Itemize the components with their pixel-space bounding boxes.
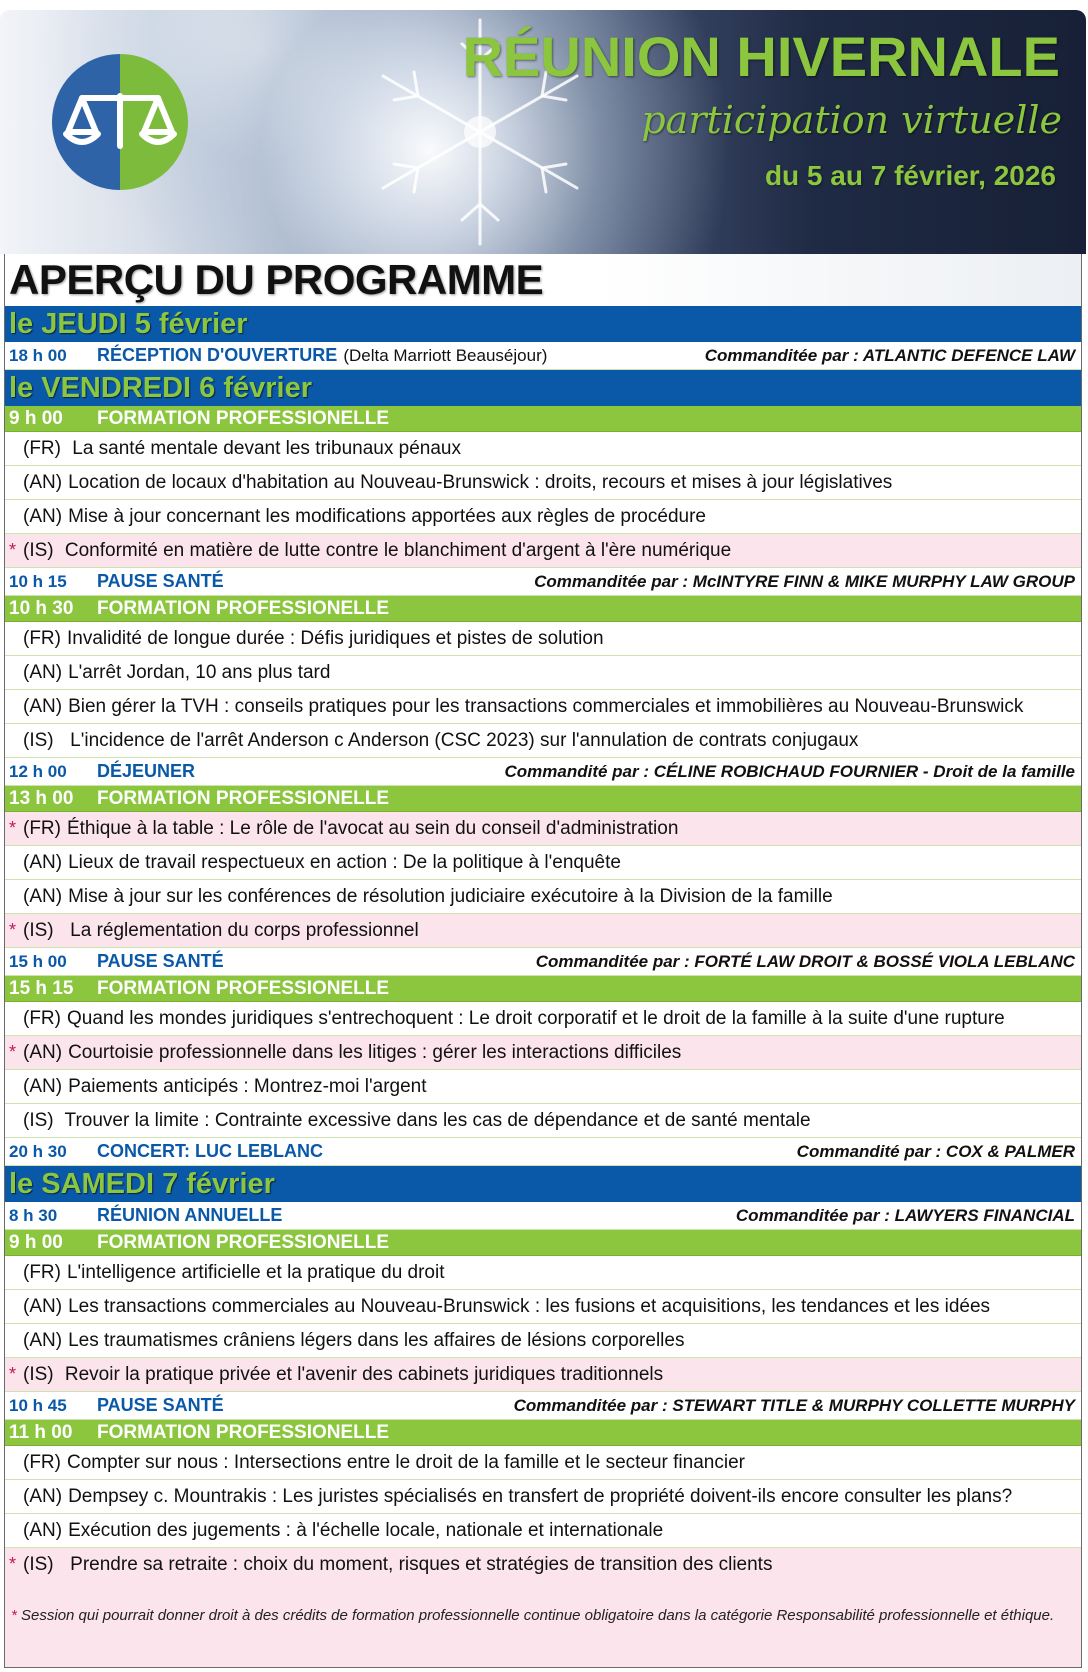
event-row	[5, 342, 1081, 370]
session-title: Invalidité de longue durée : Défis juridiques et pistes de solution	[66, 627, 604, 649]
event-time: 12 h 00	[9, 761, 67, 781]
session-title: Quand les mondes juridiques s'entrechoquent : Le droit corporatif et le droit de la famille à la suite d'une rupture	[66, 1007, 1005, 1029]
session-row	[5, 656, 1081, 690]
session-row	[5, 1036, 1081, 1070]
section-header	[5, 1420, 1081, 1446]
session-language: (FR)	[23, 437, 61, 459]
session-language: (AN)	[23, 695, 63, 717]
session-title: Les traumatismes crâniens légers dans les affaires de lésions corporelles	[68, 1329, 685, 1351]
event-sponsor: Commandité par : COX & PALMER	[796, 1141, 1075, 1161]
scales-logo	[52, 54, 188, 190]
event-time: 15 h 00	[9, 951, 67, 971]
session-language: (AN)	[23, 851, 63, 873]
session-language: (FR)	[23, 1451, 61, 1473]
event-label: RÉCEPTION D'OUVERTURE	[97, 345, 338, 365]
section-time: 13 h 00	[9, 787, 74, 809]
session-title: Location de locaux d'habitation au Nouveau-Brunswick : droits, recours et mises à jour législatives	[68, 471, 893, 493]
session-row	[5, 724, 1081, 758]
session-title: La santé mentale devant les tribunaux pénaux	[66, 437, 461, 459]
session-language: (IS)	[23, 539, 54, 561]
session-title: Trouver la limite : Contrainte excessive dans les cas de dépendance et de santé mentale	[59, 1109, 811, 1131]
session-row	[5, 534, 1081, 568]
session-language: (IS)	[23, 1109, 54, 1131]
event-sponsor: Commanditée par : STEWART TITLE & MURPHY COLLETTE MURPHY	[513, 1395, 1075, 1415]
session-title: Paiements anticipés : Montrez-moi l'argent	[68, 1075, 427, 1097]
session-row	[5, 812, 1081, 846]
session-row	[5, 466, 1081, 500]
session-title: Lieux de travail respectueux en action : De la politique à l'enquête	[68, 851, 621, 873]
session-language: (AN)	[23, 1295, 63, 1317]
event-sponsor: Commanditée par : LAWYERS FINANCIAL	[735, 1205, 1075, 1225]
session-title: Les transactions commerciales au Nouveau-Brunswick : les fusions et acquisitions, les tendances et les idées	[68, 1295, 991, 1317]
session-language: (AN)	[23, 1519, 63, 1541]
section-header	[5, 406, 1081, 432]
session-language: (AN)	[23, 471, 63, 493]
event-note: (Delta Marriott Beauséjour)	[343, 345, 548, 365]
session-language: (FR)	[23, 1007, 61, 1029]
session-row	[5, 1002, 1081, 1036]
footnote-star: *	[11, 1607, 17, 1624]
section-label: FORMATION PROFESSIONELLE	[97, 977, 390, 999]
session-title: Dempsey c. Mountrakis : Les juristes spécialisés en transfert de propriété doivent-ils encore consulter les plans?	[68, 1485, 1013, 1507]
session-language: (IS)	[23, 919, 54, 941]
session-title: L'arrêt Jordan, 10 ans plus tard	[68, 661, 331, 683]
session-language: (FR)	[23, 627, 61, 649]
event-label: PAUSE SANTÉ	[97, 1395, 224, 1415]
session-title: La réglementation du corps professionnel	[59, 919, 419, 941]
session-row	[5, 690, 1081, 724]
session-row	[5, 1324, 1081, 1358]
session-title: Bien gérer la TVH : conseils pratiques pour les transactions commerciales et immobilières au Nouveau-Brunswick	[68, 695, 1024, 717]
session-star: *	[9, 1554, 17, 1574]
session-title: Compter sur nous : Intersections entre le droit de la famille et le secteur financier	[66, 1451, 745, 1473]
program-table	[4, 254, 1082, 1668]
session-title: L'intelligence artificielle et la pratique du droit	[66, 1261, 445, 1283]
event-label: PAUSE SANTÉ	[97, 951, 224, 971]
session-title: Mise à jour sur les conférences de résolution judiciaire exécutoire à la Division de la famille	[68, 885, 833, 907]
event-sponsor: Commanditée par : McINTYRE FINN & MIKE MURPHY LAW GROUP	[534, 571, 1075, 591]
session-title: Éthique à la table : Le rôle de l'avocat au sein du conseil d'administration	[66, 817, 679, 839]
session-title: Revoir la pratique privée et l'avenir des cabinets juridiques traditionnels	[59, 1363, 664, 1385]
event-time: 10 h 45	[9, 1395, 67, 1415]
event-label: DÉJEUNER	[97, 761, 196, 781]
event-row	[5, 568, 1081, 596]
section-time: 9 h 00	[9, 1231, 63, 1253]
session-row	[5, 846, 1081, 880]
event-time: 20 h 30	[9, 1141, 67, 1161]
section-header	[5, 596, 1081, 622]
section-time: 15 h 15	[9, 977, 74, 999]
section-label: FORMATION PROFESSIONELLE	[97, 407, 390, 429]
program-days	[5, 306, 1081, 1610]
session-language: (IS)	[23, 1363, 54, 1385]
section-header	[5, 786, 1081, 812]
event-label: CONCERT: LUC LEBLANC	[97, 1141, 323, 1161]
session-language: (AN)	[23, 661, 63, 683]
session-title: Mise à jour concernant les modifications apportées aux règles de procédure	[68, 505, 706, 527]
day-header: le VENDREDI 6 février	[5, 370, 1081, 406]
event-row	[5, 948, 1081, 976]
section-label: FORMATION PROFESSIONELLE	[97, 787, 390, 809]
session-language: (FR)	[23, 1261, 61, 1283]
session-title: Prendre sa retraite : choix du moment, risques et stratégies de transition des clients	[59, 1553, 773, 1575]
event-subtitle: participation virtuelle	[641, 98, 1062, 142]
session-row	[5, 1070, 1081, 1104]
session-title: Exécution des jugements : à l'échelle locale, nationale et internationale	[68, 1519, 664, 1541]
event-row	[5, 1202, 1081, 1230]
event-label: PAUSE SANTÉ	[97, 571, 224, 591]
session-row	[5, 1446, 1081, 1480]
session-language: (AN)	[23, 1329, 63, 1351]
session-language: (AN)	[23, 505, 63, 527]
session-row	[5, 500, 1081, 534]
session-star: *	[9, 1364, 17, 1384]
event-time: 10 h 15	[9, 571, 67, 591]
section-header	[5, 976, 1081, 1002]
session-row	[5, 914, 1081, 948]
event-row	[5, 758, 1081, 786]
event-row	[5, 1138, 1081, 1166]
session-star: *	[9, 818, 17, 838]
event-label: RÉUNION ANNUELLE	[97, 1205, 283, 1225]
session-row	[5, 432, 1081, 466]
event-sponsor: Commandité par : CÉLINE ROBICHAUD FOURNIER - Droit de la famille	[504, 761, 1075, 781]
session-language: (AN)	[23, 885, 63, 907]
footnote-text: Session qui pourrait donner droit à des crédits de formation professionnelle continue obligatoire dans la catégorie Responsabilité professionnelle et éthique.	[16, 1607, 1055, 1624]
session-language: (AN)	[23, 1041, 63, 1063]
session-title: Conformité en matière de lutte contre le blanchiment d'argent à l'ère numérique	[59, 539, 732, 561]
event-row	[5, 1392, 1081, 1420]
session-title: L'incidence de l'arrêt Anderson c Anderson (CSC 2023) sur l'annulation de contrats conjugaux	[59, 729, 859, 751]
day-header: le JEUDI 5 février	[5, 306, 1081, 342]
session-row	[5, 1480, 1081, 1514]
session-star: *	[9, 540, 17, 560]
section-label: FORMATION PROFESSIONELLE	[97, 1231, 390, 1253]
session-star: *	[9, 920, 17, 940]
event-sponsor: Commanditée par : ATLANTIC DEFENCE LAW	[704, 345, 1075, 365]
section-time: 10 h 30	[9, 597, 74, 619]
session-language: (IS)	[23, 1553, 54, 1575]
section-time: 9 h 00	[9, 407, 63, 429]
event-time: 8 h 30	[9, 1205, 58, 1225]
session-row	[5, 1290, 1081, 1324]
session-row	[5, 1256, 1081, 1290]
session-language: (FR)	[23, 817, 61, 839]
session-row	[5, 1358, 1081, 1392]
session-language: (AN)	[23, 1075, 63, 1097]
footnote	[5, 1575, 1081, 1667]
event-dates: du 5 au 7 février, 2026	[764, 160, 1056, 191]
event-title: RÉUNION HIVERNALE	[462, 25, 1060, 88]
session-row	[5, 1514, 1081, 1548]
section-label: FORMATION PROFESSIONELLE	[97, 597, 390, 619]
session-title: Courtoisie professionnelle dans les litiges : gérer les interactions difficiles	[68, 1041, 682, 1063]
header-banner	[0, 10, 1086, 254]
event-sponsor: Commanditée par : FORTÉ LAW DROIT & BOSSÉ VIOLA LEBLANC	[535, 951, 1075, 971]
day-header: le SAMEDI 7 février	[5, 1166, 1081, 1202]
section-time: 11 h 00	[9, 1421, 73, 1443]
section-label: FORMATION PROFESSIONELLE	[97, 1421, 390, 1443]
event-time: 18 h 00	[9, 345, 67, 365]
session-row	[5, 1104, 1081, 1138]
session-row	[5, 880, 1081, 914]
session-star: *	[9, 1042, 17, 1062]
session-row	[5, 622, 1081, 656]
section-header	[5, 1230, 1081, 1256]
session-language: (AN)	[23, 1485, 63, 1507]
program-title: APERÇU DU PROGRAMME	[5, 254, 1081, 306]
session-language: (IS)	[23, 729, 54, 751]
